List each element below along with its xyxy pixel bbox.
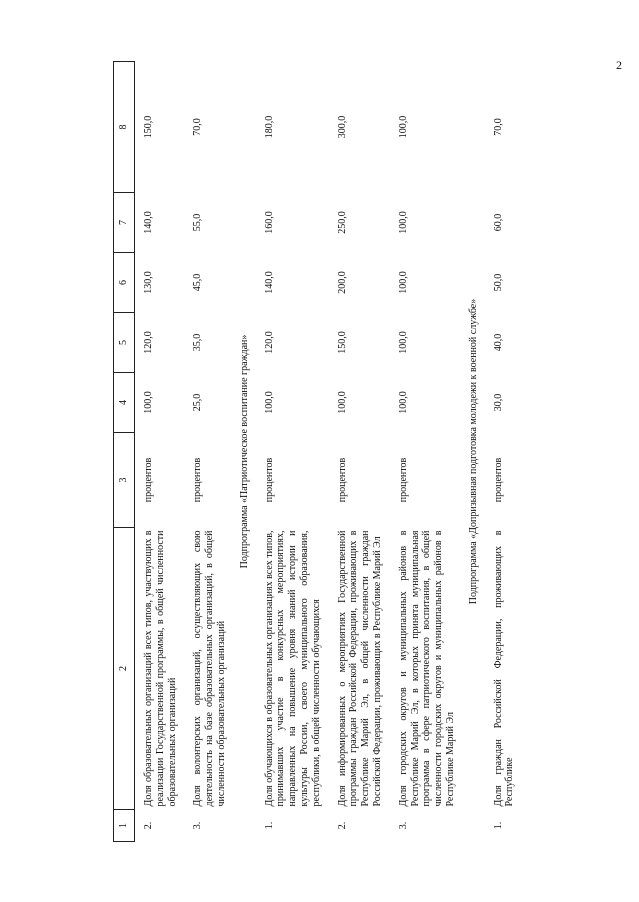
value-cell: 40,0 <box>492 333 504 352</box>
indicator-text: Доля городских округов и муниципальных районов в Республике Марий Эл, в которых принята муниципальная программа в сфере патриотического воспитания, в общей численности городских округов и муниципальных районов в Республике Марий Эл <box>397 530 456 807</box>
value-cell: 100,0 <box>397 211 409 234</box>
value-cell: 100,0 <box>397 271 409 294</box>
indicator-text: Доля информированных о мероприятиях Государственной программы граждан Российской Федерации, проживающих в Республике Марий Эл, в общей численности граждан Российской Федерации, проживающих в Республике Марий Эл <box>336 530 383 807</box>
indicator-text: Доля волонтерских организаций, осуществляющих свою деятельность на базе образовательных организаций, в общей численности образовательных организаций <box>192 530 227 807</box>
rotated-page <box>113 62 573 842</box>
row-number: 1. <box>492 821 504 830</box>
value-cell: 100,0 <box>397 391 409 414</box>
value-cell: 55,0 <box>192 213 204 232</box>
table-body <box>135 62 523 842</box>
value-cell: 130,0 <box>143 271 154 294</box>
indicator-text: Доля обучающихся в образовательных организациях всех типов, принимавших участие в конкурсных мероприятиях, направленных на повышение уровня знаний истории и культуры России, своего муниципального образования, республики, в общей численности обучающихся <box>263 530 322 807</box>
value-cell: 200,0 <box>336 271 348 294</box>
value-cell: 300,0 <box>336 115 348 139</box>
unit-cell: процентов <box>143 457 154 503</box>
col-header: 4 <box>114 373 135 433</box>
table-row <box>135 62 185 842</box>
table-row <box>329 62 390 842</box>
table-row <box>184 62 233 842</box>
table-row <box>485 62 523 842</box>
col-header: 8 <box>114 62 135 193</box>
subprogram-header-row <box>234 62 256 842</box>
value-cell: 100,0 <box>336 391 348 414</box>
column-header-row <box>114 62 135 842</box>
value-cell: 120,0 <box>143 331 154 354</box>
unit-cell: процентов <box>192 457 204 503</box>
value-cell: 45,0 <box>192 273 204 292</box>
col-header: 1 <box>114 810 135 842</box>
row-number: 3. <box>192 821 204 830</box>
value-cell: 120,0 <box>263 331 275 354</box>
value-cell: 250,0 <box>336 211 348 234</box>
value-cell: 70,0 <box>192 118 204 136</box>
value-cell: 35,0 <box>192 333 204 352</box>
table-row <box>390 62 463 842</box>
value-cell: 30,0 <box>492 393 504 412</box>
value-cell: 140,0 <box>263 271 275 294</box>
value-cell: 100,0 <box>143 391 154 414</box>
col-header: 5 <box>114 313 135 373</box>
unit-cell: процентов <box>336 457 348 503</box>
value-cell: 180,0 <box>263 115 275 139</box>
value-cell: 150,0 <box>143 115 154 139</box>
value-cell: 25,0 <box>192 393 204 412</box>
unit-cell: процентов <box>397 457 409 503</box>
value-cell: 50,0 <box>492 273 504 292</box>
row-number: 3. <box>397 821 409 830</box>
subprogram-title: Подпрограмма «Допризывная подготовка молодежи к военной службе» <box>467 298 479 605</box>
col-header: 7 <box>114 193 135 253</box>
row-number: 2. <box>143 821 154 830</box>
value-cell: 140,0 <box>143 211 154 234</box>
value-cell: 60,0 <box>492 213 504 232</box>
subprogram-title: Подпрограмма «Патриотическое воспитание граждан» <box>238 334 250 569</box>
value-cell: 100,0 <box>397 331 409 354</box>
row-number: 1. <box>263 821 275 830</box>
value-cell: 100,0 <box>397 115 409 139</box>
unit-cell: процентов <box>492 457 504 503</box>
col-header: 2 <box>114 528 135 810</box>
indicator-text: Доля образовательных организаций всех типов, участвующих в реализации Государственной программы, в общей численности образовательных организаций <box>143 530 178 807</box>
indicator-text: Доля граждан Российской Федерации, проживающих в Республике <box>492 530 516 807</box>
value-cell: 160,0 <box>263 211 275 234</box>
unit-cell: процентов <box>263 457 275 503</box>
col-header: 3 <box>114 433 135 528</box>
table-row <box>256 62 329 842</box>
value-cell: 150,0 <box>336 331 348 354</box>
value-cell: 100,0 <box>263 391 275 414</box>
value-cell: 70,0 <box>492 118 504 136</box>
col-header: 6 <box>114 253 135 313</box>
row-number: 2. <box>336 821 348 830</box>
subprogram-header-row <box>463 62 485 842</box>
indicators-table <box>113 61 522 842</box>
page-number: 2 <box>616 58 622 72</box>
